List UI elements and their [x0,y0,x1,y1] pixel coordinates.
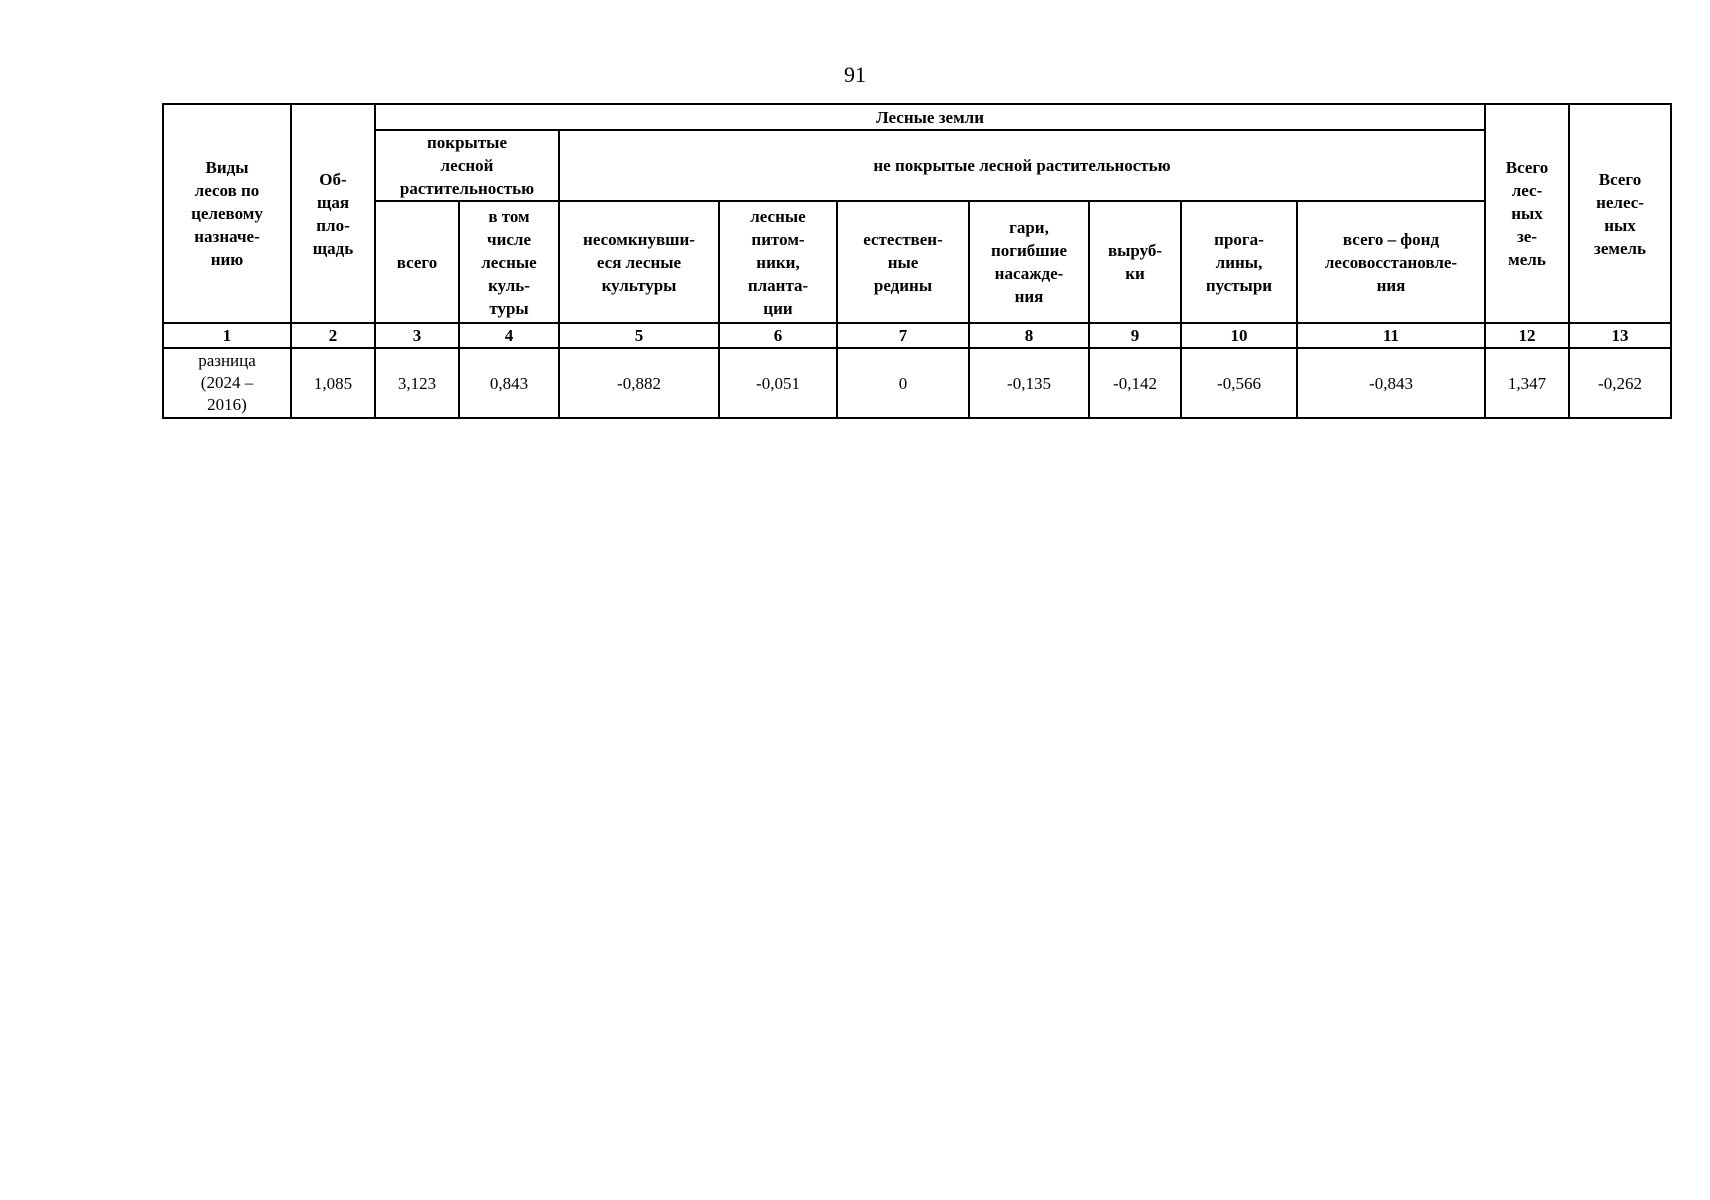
header-natural-gaps: естествен- ные редины [837,201,969,323]
table-row [163,348,1671,418]
column-number: 8 [969,323,1089,348]
header-row-3 [163,201,1671,323]
header-clearcuts: выруб- ки [1089,201,1181,323]
column-number: 3 [375,323,459,348]
column-number: 2 [291,323,375,348]
column-number: 4 [459,323,559,348]
header-row-1 [163,104,1671,130]
column-number: 12 [1485,323,1569,348]
header-reforestation-fund: всего – фонд лесовосстановле- ния [1297,201,1485,323]
header-covered: покрытые лесной растительностью [375,130,559,201]
header-nurseries: лесные питом- ники, планта- ции [719,201,837,323]
column-number: 7 [837,323,969,348]
header-glades: прога- лины, пустыри [1181,201,1297,323]
column-number: 10 [1181,323,1297,348]
header-total-forest-lands: Всего лес- ных зе- мель [1485,104,1569,323]
column-number: 13 [1569,323,1671,348]
table-cell: -0,262 [1569,348,1671,418]
column-number: 11 [1297,323,1485,348]
table-cell: -0,566 [1181,348,1297,418]
table-cell: -0,051 [719,348,837,418]
table-cell: -0,142 [1089,348,1181,418]
header-not-covered: не покрытые лесной растительностью [559,130,1485,201]
header-forest-cultures: в том числе лесные куль- туры [459,201,559,323]
header-unclosed-cultures: несомкнувши- еся лесные культуры [559,201,719,323]
column-number-row [163,323,1671,348]
header-forest-lands: Лесные земли [375,104,1485,130]
header-covered-total: всего [375,201,459,323]
header-row-2 [163,130,1671,201]
table-cell: -0,882 [559,348,719,418]
table-cell: -0,843 [1297,348,1485,418]
row-label: разница (2024 – 2016) [163,348,291,418]
column-number: 1 [163,323,291,348]
table-cell: 3,123 [375,348,459,418]
table-cell: 0,843 [459,348,559,418]
header-burns: гари, погибшие насажде- ния [969,201,1089,323]
header-total-area: Об- щая пло- щадь [291,104,375,323]
header-total-nonforest-lands: Всего нелес- ных земель [1569,104,1671,323]
header-forest-type: Виды лесов по целевому назначе- нию [163,104,291,323]
column-number: 5 [559,323,719,348]
forest-lands-table [162,103,1672,419]
column-number: 9 [1089,323,1181,348]
table-cell: 1,347 [1485,348,1569,418]
table-cell: -0,135 [969,348,1089,418]
table-cell: 0 [837,348,969,418]
column-number: 6 [719,323,837,348]
page-number: 91 [844,62,866,87]
table-cell: 1,085 [291,348,375,418]
